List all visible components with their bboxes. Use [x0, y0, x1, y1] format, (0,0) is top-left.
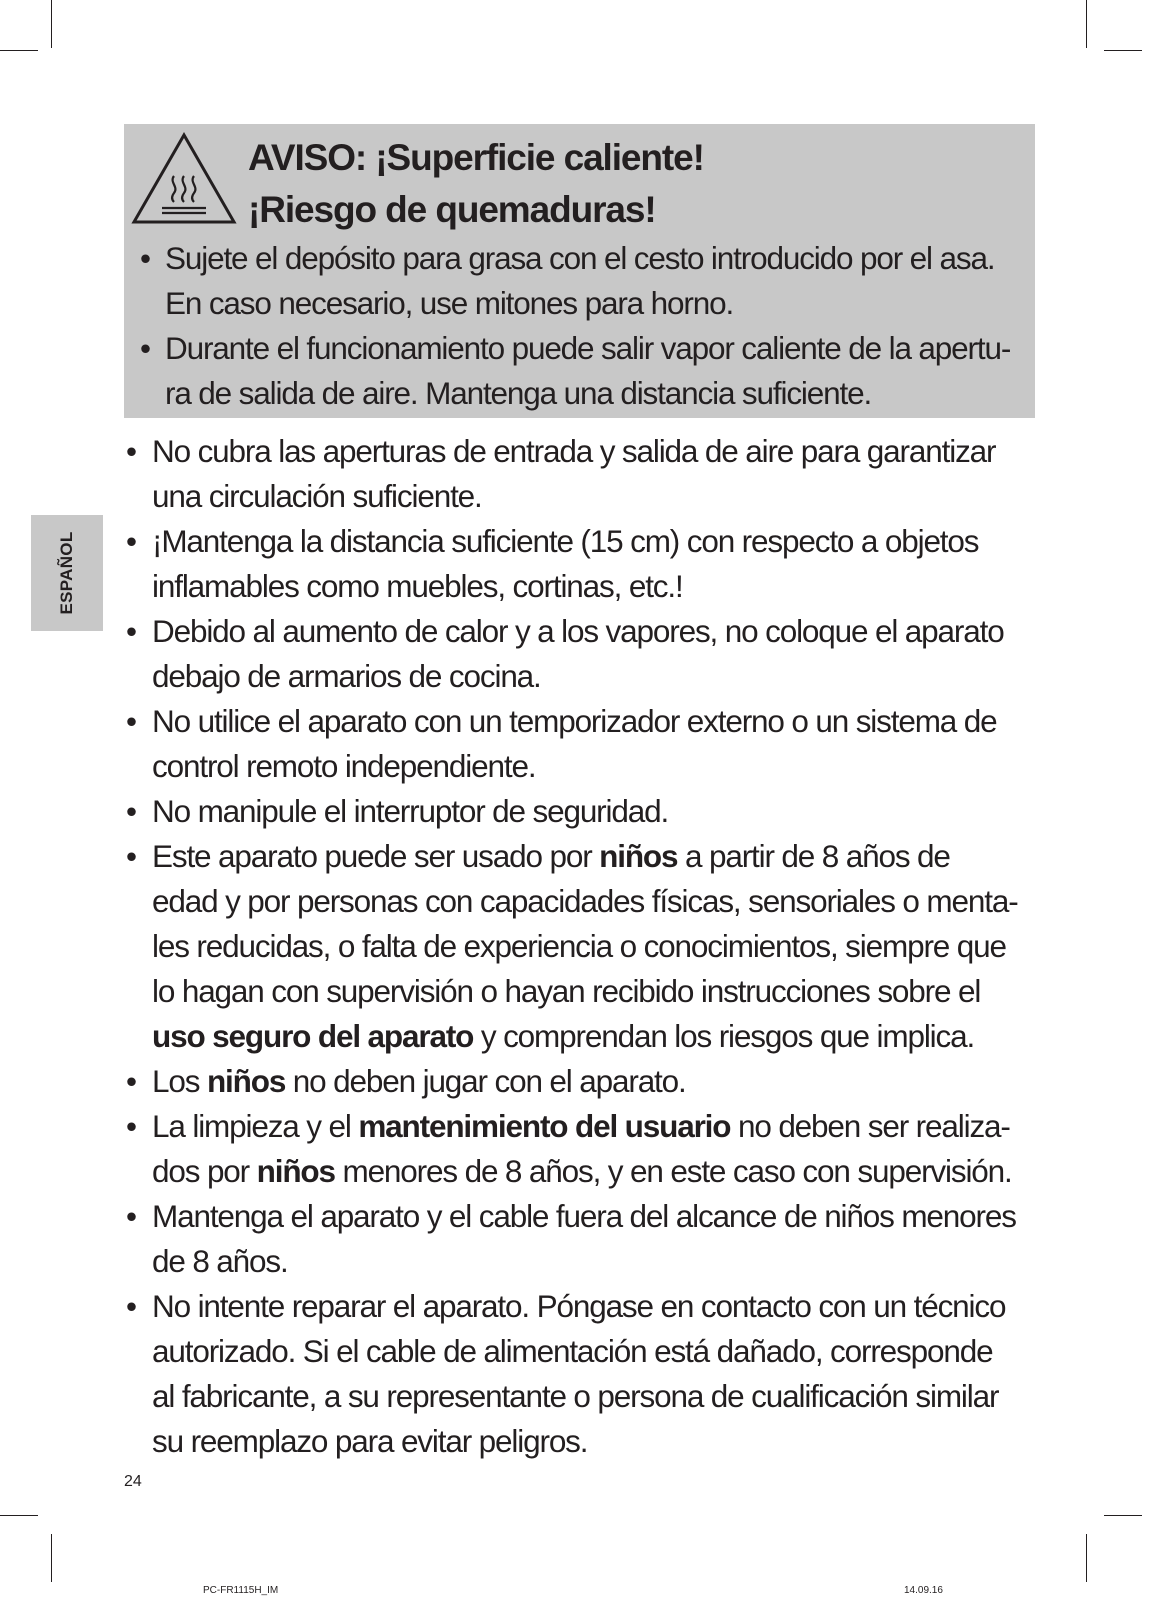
footer-document-code: PC-FR1115H_IM	[203, 1585, 279, 1596]
item-line: Debido al aumento de calor y a los vapores, no coloque el aparato	[152, 613, 1004, 649]
crop-mark	[0, 1515, 38, 1516]
item-line: control remoto independiente.	[152, 748, 536, 784]
bullet: •	[126, 433, 136, 469]
emphasis: niños	[599, 838, 678, 874]
list-item	[124, 789, 1054, 834]
bullet: •	[126, 1063, 136, 1099]
item-line: En caso necesario, use mitones para horno.	[165, 285, 734, 321]
item-line: Este aparato puede ser usado por niños a partir de 8 años de	[152, 838, 950, 874]
warning-title-line: ¡Riesgo de quemaduras!	[248, 189, 656, 230]
item-line: Sujete el depósito para grasa con el cesto introducido por el asa.	[165, 240, 995, 276]
item-line: su reemplazo para evitar peligros.	[152, 1423, 588, 1459]
bullet: •	[126, 1198, 136, 1234]
item-line: dos por niños menores de 8 años, y en este caso con supervisión.	[152, 1153, 1012, 1189]
item-line: debajo de armarios de cocina.	[152, 658, 541, 694]
item-line: No manipule el interruptor de seguridad.	[152, 793, 669, 829]
list-item	[124, 1194, 1054, 1284]
crop-mark	[0, 50, 38, 51]
item-line: autorizado. Si el cable de alimentación está dañado, corresponde	[152, 1333, 993, 1369]
language-tab-label: ESPAÑOL	[57, 531, 76, 615]
item-line: uso seguro del aparato y comprendan los riesgos que implica.	[152, 1018, 975, 1054]
bullet: •	[126, 1108, 136, 1144]
item-line: Durante el funcionamiento puede salir vapor caliente de la apertu-	[165, 330, 1011, 366]
emphasis: niños	[206, 1063, 286, 1099]
item-line: ¡Mantenga la distancia suficiente (15 cm) con respecto a objetos	[152, 523, 979, 559]
crop-mark	[1086, 0, 1087, 48]
list-item	[124, 1284, 1054, 1464]
emphasis: mantenimiento del usuario	[358, 1108, 731, 1144]
item-line: La limpieza y el mantenimiento del usuario no deben ser realiza-	[152, 1108, 1010, 1144]
bullet: •	[126, 793, 136, 829]
bullet: •	[126, 1288, 136, 1324]
bullet: •	[126, 703, 136, 739]
item-line: No cubra las aperturas de entrada y salida de aire para garantizar	[152, 433, 996, 469]
item-line: una circulación suficiente.	[152, 478, 482, 514]
warning-title	[248, 132, 704, 236]
footer-date: 14.09.16	[904, 1585, 943, 1596]
bullet: •	[126, 613, 136, 649]
item-line: lo hagan con supervisión o hayan recibido instrucciones sobre el	[152, 973, 981, 1009]
page-number: 24	[124, 1473, 142, 1490]
bullet: •	[140, 240, 150, 276]
list-item	[124, 519, 1054, 609]
crop-mark	[51, 0, 52, 48]
list-item	[124, 834, 1054, 1059]
list-item	[124, 429, 1054, 519]
item-line: de 8 años.	[152, 1243, 288, 1279]
item-line: Mantenga el aparato y el cable fuera del alcance de niños menores	[152, 1198, 1016, 1234]
emphasis: uso seguro del aparato	[152, 1018, 474, 1054]
item-line: al fabricante, a su representante o persona de cualificación similar	[152, 1378, 999, 1414]
list-item	[124, 699, 1054, 789]
emphasis: niños	[256, 1153, 335, 1189]
item-line: edad y por personas con capacidades físicas, sensoriales o menta-	[152, 883, 1018, 919]
warning-list	[138, 236, 1025, 416]
crop-mark	[1104, 1515, 1142, 1516]
safety-instructions-list	[124, 429, 1054, 1464]
crop-mark	[1086, 1534, 1087, 1582]
warning-title-line: AVISO: ¡Superficie caliente!	[248, 137, 704, 178]
item-line: inflamables como muebles, cortinas, etc.!	[152, 568, 683, 604]
list-item	[138, 236, 1025, 326]
item-line: No utilice el aparato con un temporizador externo o un sistema de	[152, 703, 997, 739]
warning-box	[124, 124, 1035, 418]
item-line: ra de salida de aire. Mantenga una distancia suficiente.	[165, 375, 872, 411]
item-line: les reducidas, o falta de experiencia o conocimientos, siempre que	[152, 928, 1006, 964]
bullet: •	[140, 330, 150, 366]
crop-mark	[1104, 50, 1142, 51]
list-item	[138, 326, 1025, 416]
list-item	[124, 1104, 1054, 1194]
item-line: Los niños no deben jugar con el aparato.	[152, 1063, 686, 1099]
crop-mark	[51, 1534, 52, 1582]
language-tab	[31, 515, 103, 631]
item-line: No intente reparar el aparato. Póngase en contacto con un técnico	[152, 1288, 1006, 1324]
bullet: •	[126, 838, 136, 874]
list-item	[124, 1059, 1054, 1104]
list-item	[124, 609, 1054, 699]
hot-surface-warning-icon	[130, 132, 238, 226]
bullet: •	[126, 523, 136, 559]
